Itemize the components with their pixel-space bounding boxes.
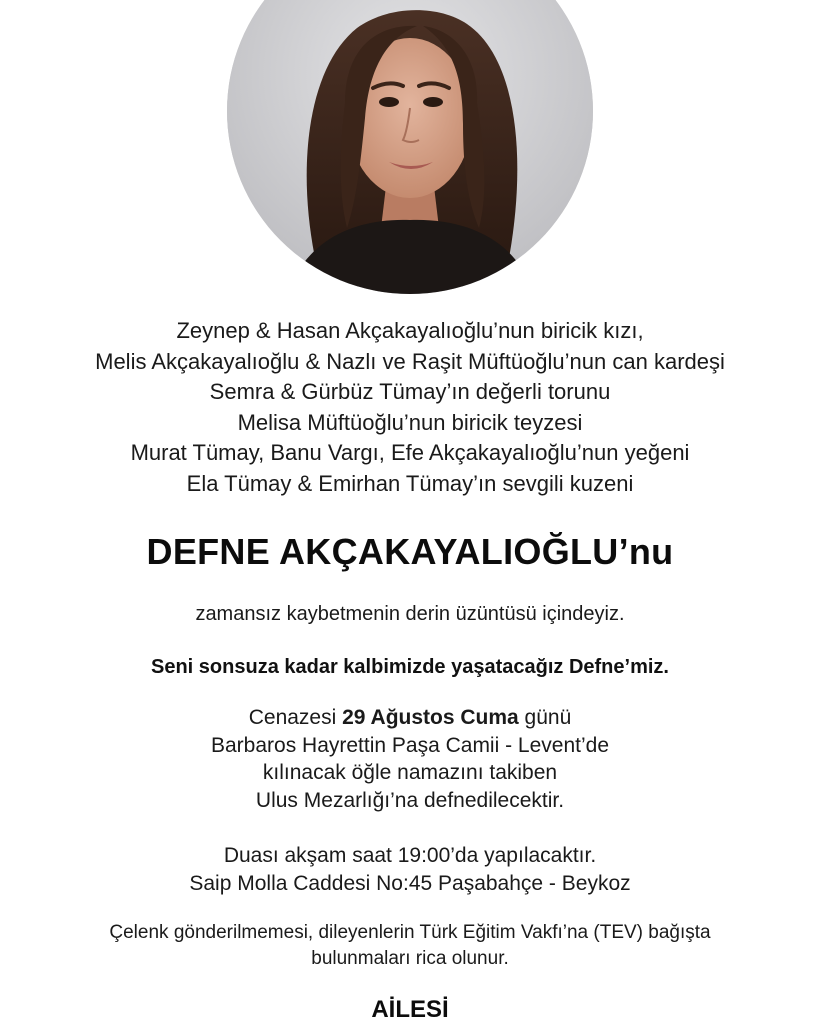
wreath-line: Çelenk gönderilmemesi, dileyenlerin Türk Eğitim Vakfı’na (TEV) bağışta [109, 922, 711, 943]
funeral-cemetery: Ulus Mezarlığı’na defnedilecektir. [255, 788, 565, 812]
family-signature: AİLESİ [371, 996, 449, 1023]
wreath-line: bulunmaları rica olunur. [311, 947, 509, 969]
funeral-mosque: Barbaros Hayrettin Paşa Camii - Levent’de [210, 733, 609, 757]
family-line: Murat Tümay, Banu Vargı, Efe Akçakayalıoğlu’nun yeğeni [130, 440, 690, 465]
remembrance-statement: Seni sonsuza kadar kalbimizde yaşatacağız Defne’miz. [151, 656, 669, 678]
portrait-photo [227, 0, 593, 294]
prayer-address: Saip Molla Caddesi No:45 Paşabahçe - Beykoz [189, 871, 631, 895]
wreath-request [0, 920, 820, 971]
funeral-prefix: Cenazesi [248, 706, 343, 729]
family-line: Semra & Gürbüz Tümay’ın değerli torunu [209, 379, 611, 404]
family-line: Zeynep & Hasan Akçakayalıoğlu’nun biricik kızı, [176, 318, 644, 343]
prayer-details [0, 842, 820, 897]
family-line: Ela Tümay & Emirhan Tümay’ın sevgili kuzeni [186, 470, 634, 496]
portrait-illustration [227, 0, 593, 294]
obituary-notice [0, 316, 820, 1025]
funeral-details [0, 704, 820, 814]
family-line: Melisa Müftüoğlu’nun biricik teyzesi [237, 409, 583, 435]
funeral-suffix: günü [518, 706, 572, 729]
funeral-date-line [0, 704, 820, 732]
family-line: Melis Akçakayalıoğlu & Nazlı ve Raşit Müftüoğlu’nun can kardeşi [95, 348, 725, 374]
funeral-prayer-time: kılınacak öğle namazını takiben [262, 761, 558, 784]
family-relations [0, 316, 820, 499]
sorrow-statement: zamansız kaybetmenin derin üzüntüsü içindeyiz. [195, 603, 625, 625]
prayer-time: Duası akşam saat 19:00’da yapılacaktır. [223, 844, 597, 867]
funeral-date: 29 Ağustos Cuma [342, 706, 519, 729]
deceased-name: DEFNE AKÇAKAYALIOĞLU’nu [146, 531, 674, 572]
